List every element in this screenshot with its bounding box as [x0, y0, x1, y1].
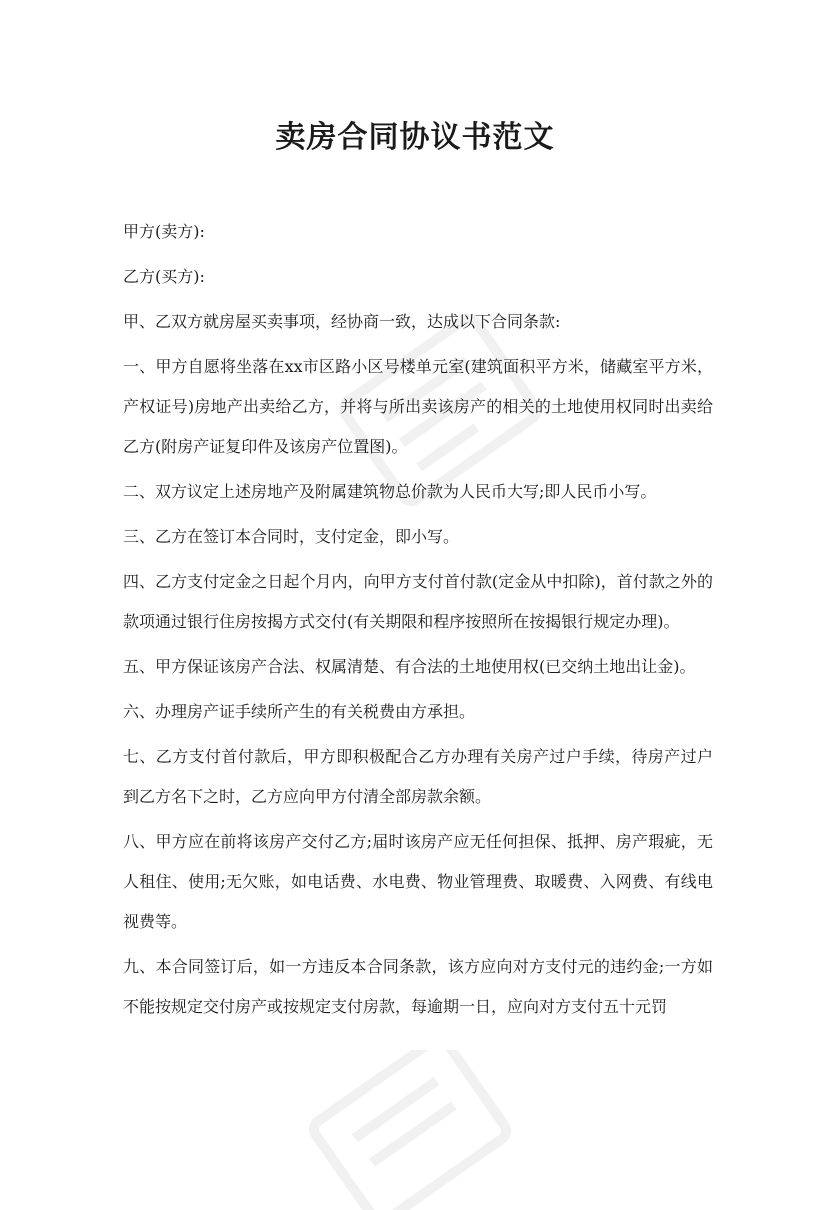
paragraph-party-a: 甲方(卖方):	[123, 222, 205, 241]
paragraph-clause-2: 二、双方议定上述房地产及附属建筑物总价款为人民币大写;即人民币小写。	[123, 482, 657, 501]
paragraph-clause-8: 八、甲方应在前将该房产交付乙方;届时该房产应无任何担保、抵押、房产瑕疵，无人租住、使用;无欠账，如电话费、水电费、物业管理费、取暖费、入网费、有线电视费等。	[123, 832, 713, 931]
paragraph-party-b: 乙方(买方):	[123, 267, 205, 286]
paragraph-clause-3: 三、乙方在签订本合同时，支付定金，即小写。	[123, 527, 460, 546]
paragraph-clause-5: 五、甲方保证该房产合法、权属清楚、有合法的土地使用权(已交纳土地出让金)。	[123, 657, 696, 676]
watermark-logo-bottom-icon	[300, 1050, 520, 1210]
paragraph-clause-4: 四、乙方支付定金之日起个月内，向甲方支付首付款(定金从中扣除)，首付款之外的款项通过银行住房按揭方式交付(有关期限和程序按照所在按揭银行规定办理)。	[123, 572, 713, 631]
paragraph-clause-7: 七、乙方支付首付款后，甲方即积极配合乙方办理有关房产过户手续，待房产过户到乙方名下之时，乙方应向甲方付清全部房款余额。	[123, 747, 713, 806]
paragraph-clause-6: 六、办理房产证手续所产生的有关税费由方承担。	[123, 702, 476, 721]
paragraph-clause-1: 一、甲方自愿将坐落在xx市区路小区号楼单元室(建筑面积平方米，储藏室平方米，产权证号)房地产出卖给乙方，并将与所出卖该房产的相关的土地使用权同时出卖给乙方(附房产证复印件及该房产位置图)。	[123, 357, 713, 456]
paragraph-intro: 甲、乙双方就房屋买卖事项，经协商一致，达成以下合同条款:	[123, 312, 561, 331]
paragraph-clause-9: 九、本合同签订后，如一方违反本合同条款，该方应向对方支付元的违约金;一方如不能按规定交付房产或按规定支付房款，每逾期一日，应向对方支付五十元罚	[123, 957, 713, 1016]
document-body	[123, 212, 713, 1032]
document-title: 卖房合同协议书范文	[275, 120, 555, 155]
